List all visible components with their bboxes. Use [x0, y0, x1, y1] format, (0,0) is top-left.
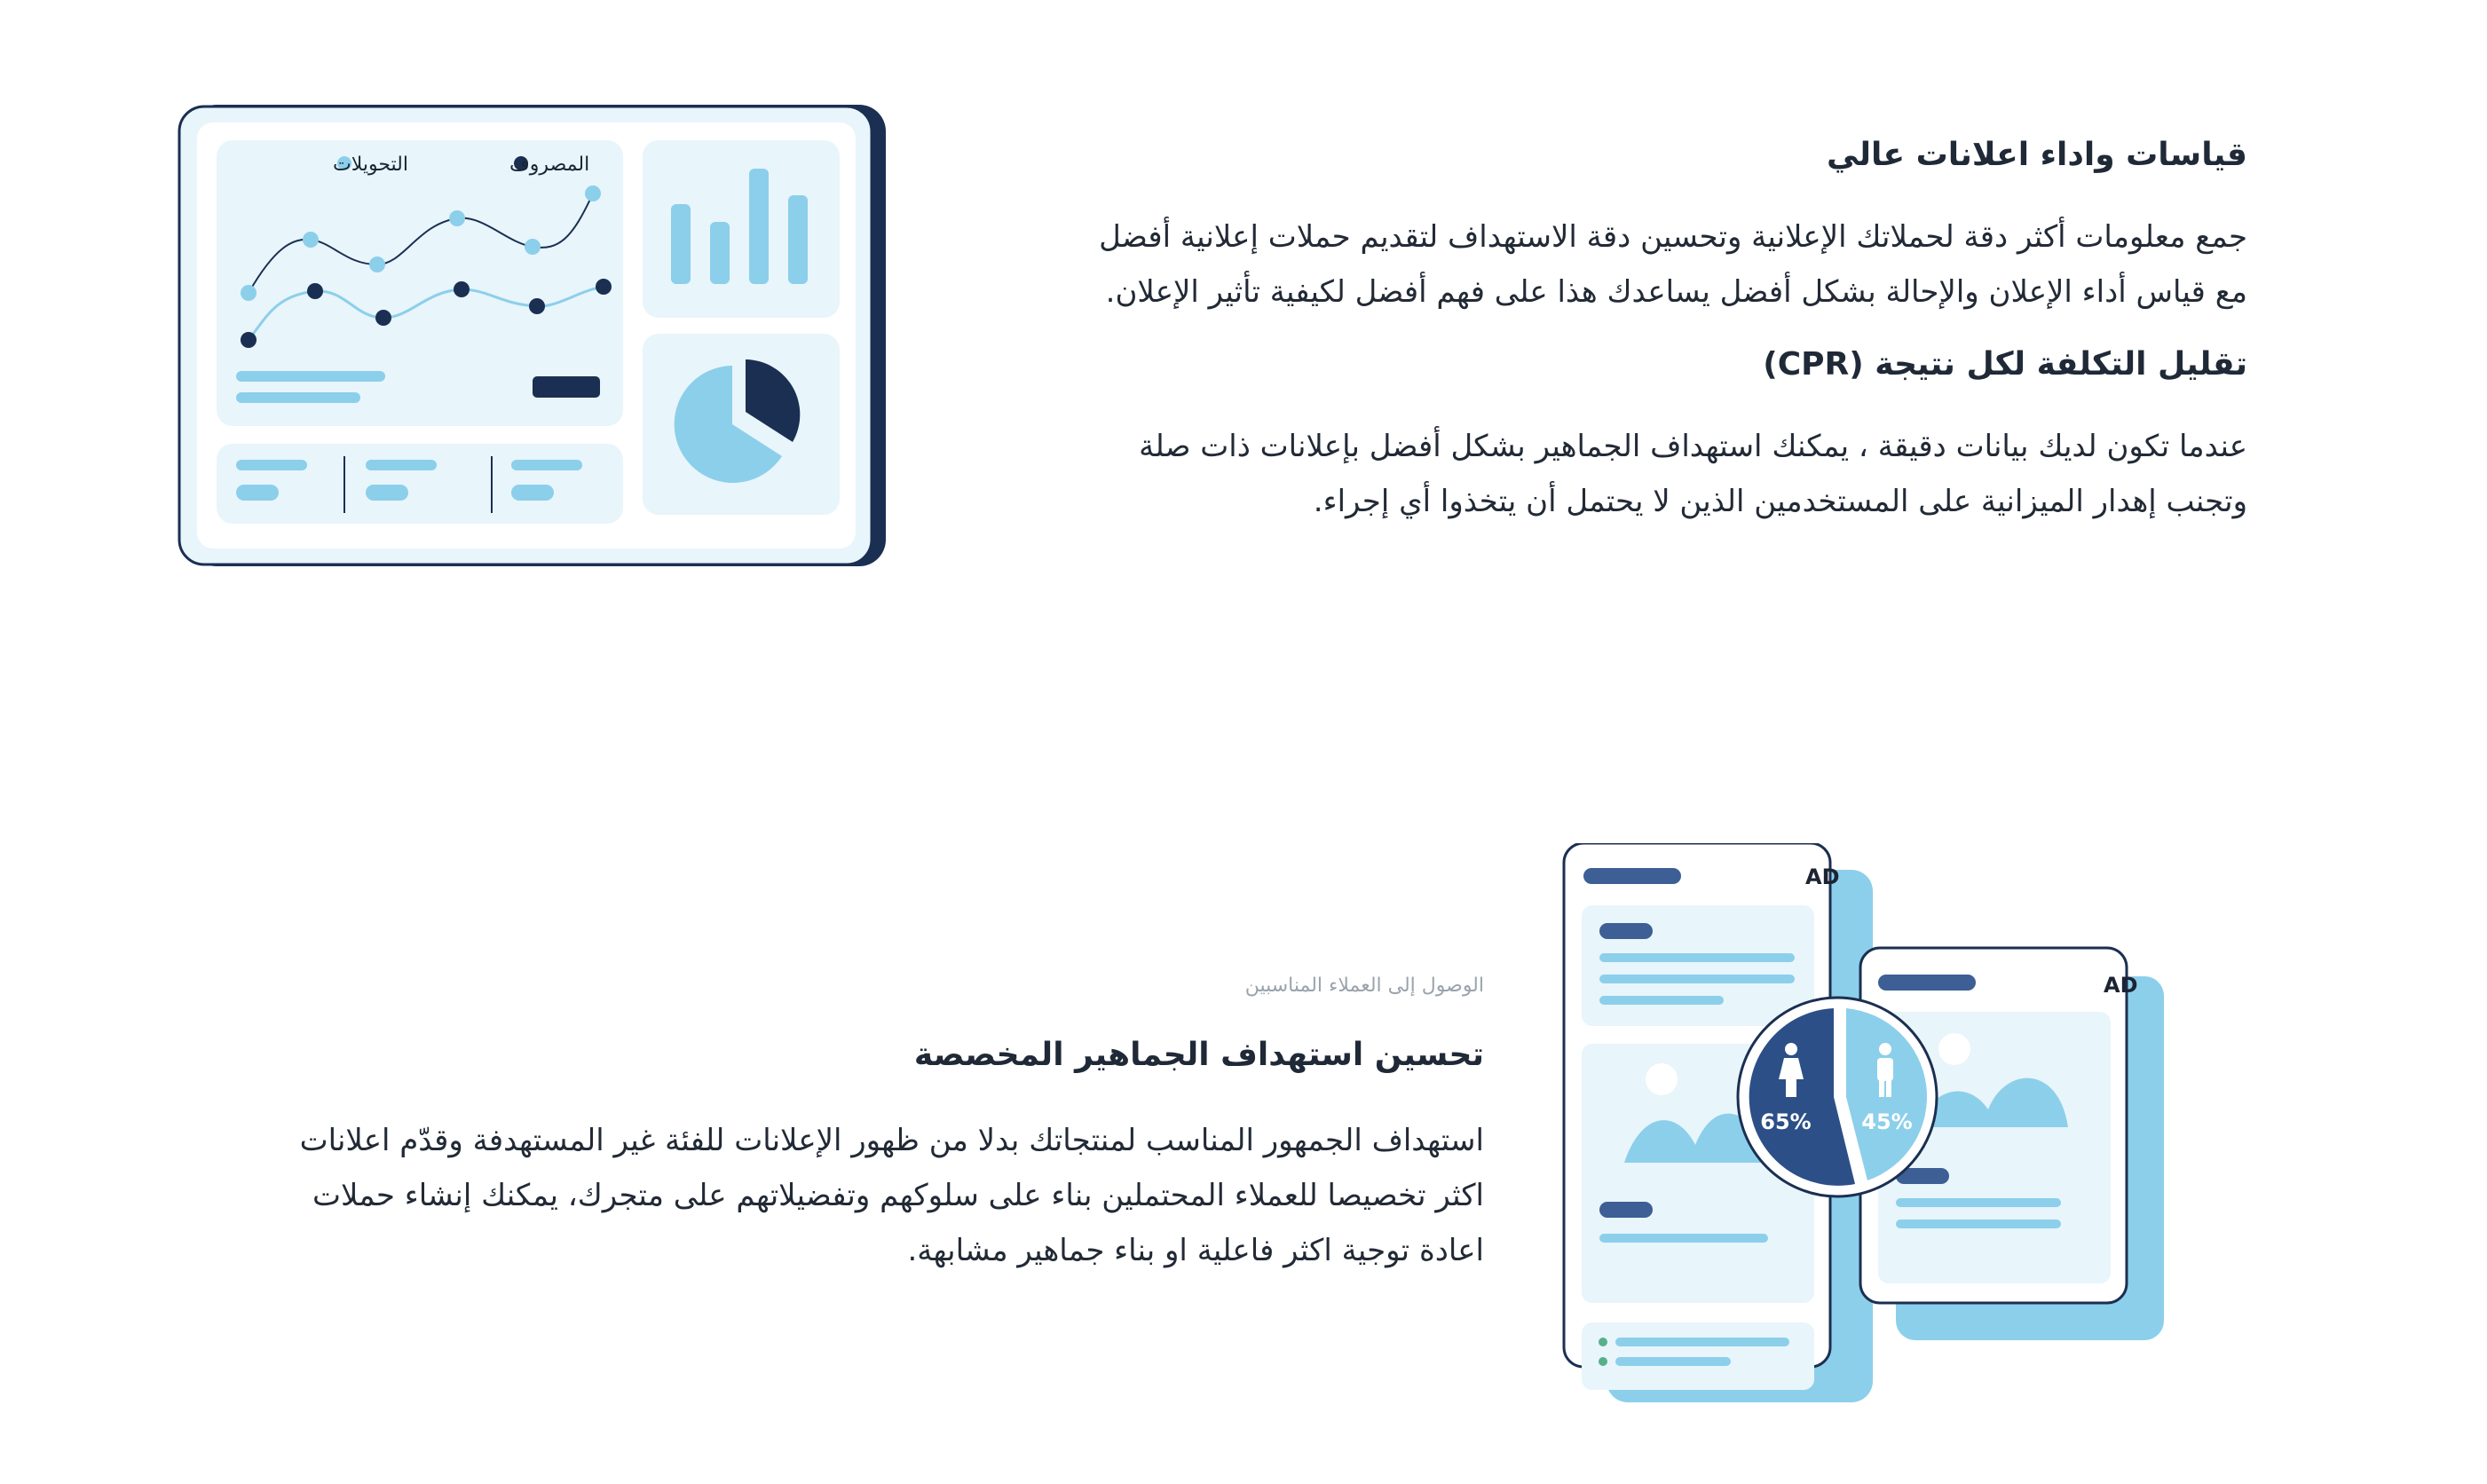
male-percent: 45% [1861, 1109, 1913, 1134]
bar [788, 195, 808, 284]
heading-cpr: تقليل التكلفة لكل نتيجة (CPR) [1763, 346, 2247, 383]
paragraph-line: استهداف الجمهور المناسب لمنتجاتك بدلا من ظهور الإعلانات للفئة غير المستهدفة وقدّم اعلانات [299, 1123, 1484, 1158]
point-dark [375, 310, 391, 326]
paragraph-line: جمع معلومات أكثر دقة لحملاتك الإعلانية وتحسين دقة الاستهداف لتقديم حملات إعلانية أفضل [1099, 219, 2247, 255]
paragraph-cpr [916, 419, 2247, 529]
paragraph-line: اكثر تخصيصا للعملاء المحتملين بناء على سلوكهم وتفضيلاتهم على متجرك، يمكنك إنشاء حملات [312, 1178, 1484, 1213]
point-dark [529, 298, 545, 314]
placeholder-line [236, 371, 385, 382]
media-line [1896, 1220, 2061, 1228]
section-measurement-text [916, 133, 2247, 552]
footer-dot [1599, 1357, 1607, 1366]
paragraph-custom-audience [135, 1113, 1484, 1278]
stats-panel [217, 444, 623, 524]
section-kicker: الوصول إلى العملاء المناسبين [1244, 975, 1484, 997]
media-sun [1938, 1033, 1970, 1065]
point-light [369, 257, 385, 272]
point-dark [454, 281, 470, 297]
point-light [449, 210, 465, 226]
phone-left-title-bar [1583, 868, 1681, 884]
stat-bar [511, 460, 582, 470]
bar [671, 204, 691, 284]
point-light [241, 285, 257, 301]
paragraph-line: وتجنب إهدار الميزانية على المستخدمين الذين لا يحتمل أن يتخذوا أي إجراء. [1313, 484, 2247, 519]
stat-bar [236, 460, 307, 470]
phone-right-title-bar [1878, 975, 1976, 991]
ad-label-right: AD [2104, 973, 2138, 998]
pie-chart-panel [643, 334, 840, 515]
paragraph-line: مع قياس أداء الإعلان والإحالة بشكل أفضل يساعدك هذا على فهم أفضل لكيفية تأثير الإعلان. [1105, 274, 2247, 310]
stat-bar [366, 460, 437, 470]
ad-label-left: AD [1805, 864, 1840, 889]
point-light [525, 239, 541, 255]
stat-bar [366, 485, 408, 501]
point-dark [596, 279, 612, 295]
point-light [585, 186, 601, 201]
paragraph-line: اعادة توجية اكثر فاعلية او بناء جماهير مشابهة. [907, 1233, 1484, 1268]
stat-bar [236, 485, 279, 501]
placeholder-button [533, 376, 600, 398]
paragraph-line: عندما تكون لديك بيانات دقيقة ، يمكنك استهداف الجماهير بشكل أفضل بإعلانات ذات صلة [1139, 429, 2247, 464]
footer-line [1615, 1357, 1731, 1366]
section-audience-text [135, 973, 1484, 1278]
stat-bar [511, 485, 554, 501]
media-line [1896, 1198, 2061, 1207]
legend-conversions-label: التحويلات [333, 154, 408, 176]
footer-line [1615, 1338, 1789, 1346]
bar [749, 169, 769, 284]
paragraph-ad-performance [916, 209, 2247, 320]
card-line [1599, 975, 1795, 983]
point-light [303, 232, 319, 248]
legend-spend-label: المصروف [509, 154, 590, 176]
footer-dot [1599, 1338, 1607, 1346]
heading-ad-performance: قياسات واداء اعلانات عالي [1827, 137, 2247, 173]
card-line [1599, 953, 1795, 962]
placeholder-line [236, 392, 360, 403]
phone-left-footer [1582, 1322, 1814, 1390]
bar [710, 222, 730, 284]
dashboard-illustration [178, 105, 888, 566]
phones-illustration [1562, 843, 2166, 1402]
female-percent: 65% [1760, 1109, 1812, 1134]
point-dark [307, 283, 323, 299]
point-dark [241, 332, 257, 348]
heading-custom-audience: تحسين استهداف الجماهير المخصصة [913, 1037, 1484, 1073]
media-sun [1646, 1063, 1678, 1095]
dashboard-svg [178, 105, 888, 566]
card-tag [1599, 923, 1653, 939]
phones-svg [1562, 843, 2166, 1402]
media-line [1599, 1234, 1768, 1243]
card-line [1599, 996, 1724, 1005]
media-tag [1599, 1202, 1653, 1218]
